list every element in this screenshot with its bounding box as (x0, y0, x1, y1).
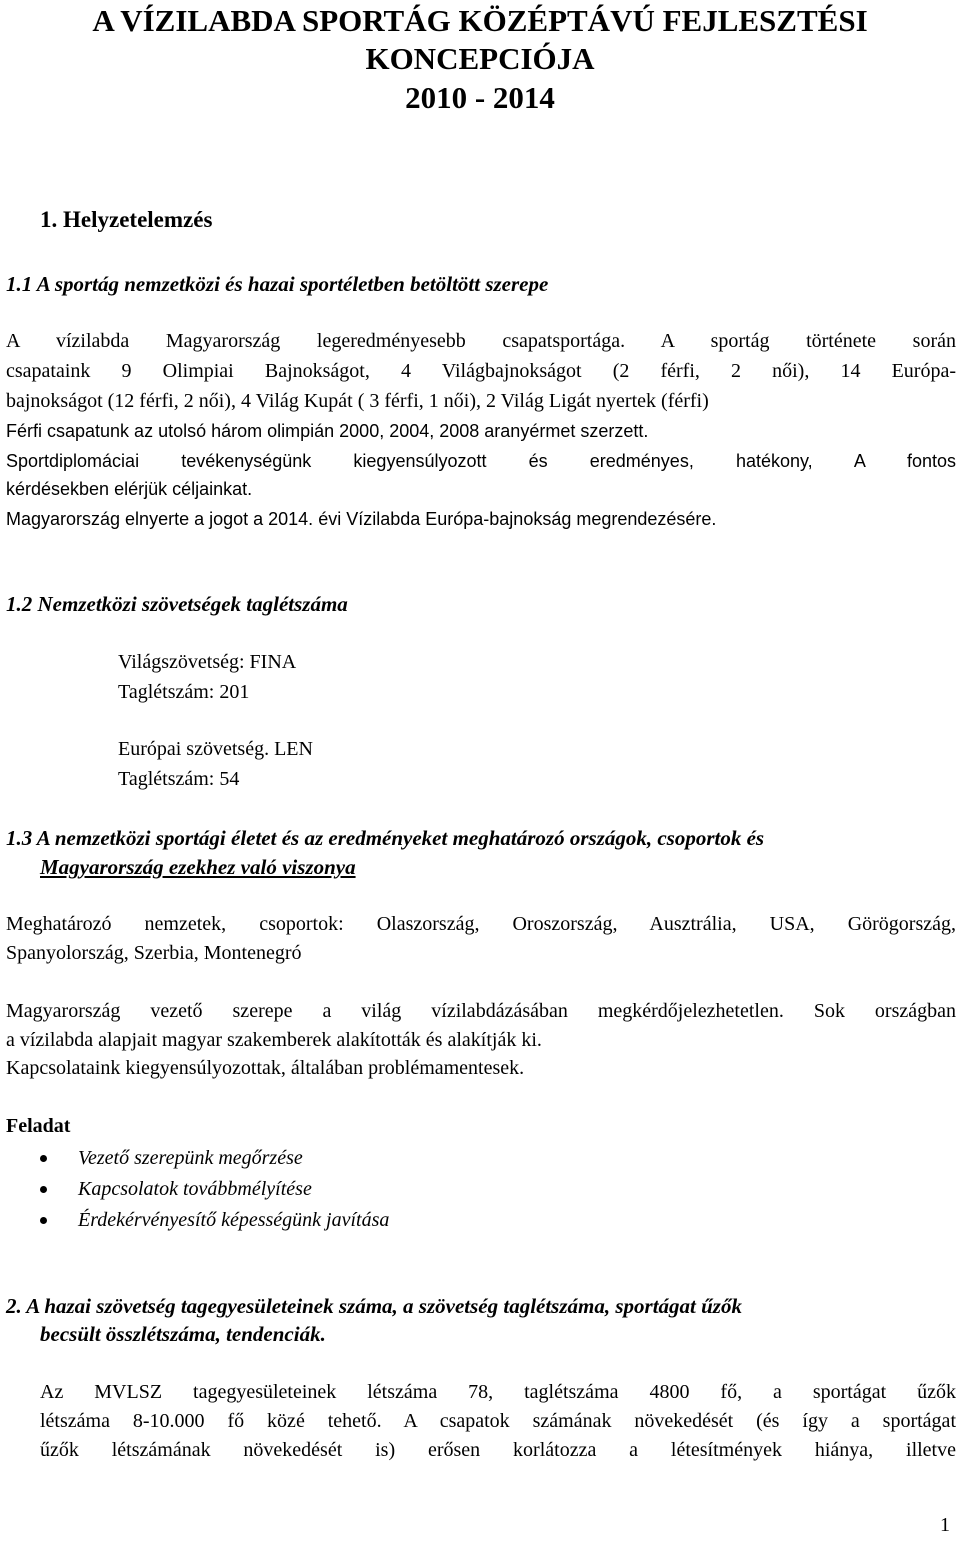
document-title-line-2: KONCEPCIÓJA (365, 41, 595, 76)
section-1-1-line-7: Magyarország elnyerte a jogot a 2014. évi Vízilabda Európa-bajnokság megrendezésére. (6, 509, 717, 529)
document-title-line-1: A VÍZILABDA SPORTÁG KÖZÉPTÁVÚ FEJLESZTÉSI (92, 3, 868, 38)
task-label: Feladat (6, 1115, 71, 1137)
role-line-3: Kapcsolataink kiegyensúlyozottak, általában problémamentesek. (6, 1057, 525, 1079)
section-1-1-line-6: kérdésekben elérjük céljainkat. (6, 479, 253, 499)
section-1-3-heading-line-2: Magyarország ezekhez való viszonya (40, 855, 356, 879)
nations-line-2: Spanyolország, Szerbia, Montenegró (6, 942, 302, 964)
task-item-2: Kapcsolatok továbbmélyítése (78, 1178, 312, 1200)
role-line-2: a vízilabda alapjait magyar szakemberek alakították és alakítják ki. (6, 1029, 542, 1051)
world-federation-members: Taglétszám: 201 (118, 681, 250, 703)
section-1-1-line-4: Férfi csapatunk az utolsó három olimpián 2000, 2004, 2008 aranyérmet szerzett. (6, 421, 649, 441)
section-1-1-line-3: bajnokságot (12 férfi, 2 női), 4 Világ Kupát ( 3 férfi, 1 női), 2 Világ Ligát nyertek (férfi) (6, 390, 709, 412)
section-1-heading: 1. Helyzetelemzés (40, 207, 213, 232)
section-2-line-3: űzők létszámának növekedését is) erősen korlátozza a létesítmények hiánya, illetve (40, 1439, 956, 1461)
world-federation: Világszövetség: FINA (118, 651, 297, 673)
section-1-1-line-1: A vízilabda Magyarország legeredményesebb csapatsportága. A sportág története során (6, 330, 956, 352)
section-1-3-heading-line-1: 1.3 A nemzetközi sportági életet és az eredményeket meghatározó országok, csoportok és (6, 826, 765, 850)
document-title-line-3: 2010 - 2014 (405, 80, 555, 115)
section-2-line-2: létszáma 8-10.000 fő közé tehető. A csapatok számának növekedését (és így a sportágat (40, 1410, 956, 1432)
task-item-3: Érdekérvényesítő képességünk javítása (78, 1209, 390, 1231)
bullet-icon (40, 1155, 47, 1162)
section-2-heading-line-2: becsült összlétszáma, tendenciák. (40, 1322, 326, 1346)
section-1-1-heading: 1.1 A sportág nemzetközi és hazai sportéletben betöltött szerepe (6, 272, 549, 296)
bullet-icon (40, 1217, 47, 1224)
european-federation: Európai szövetség. LEN (118, 738, 313, 760)
section-1-1-line-2: csapataink 9 Olimpiai Bajnokságot, 4 Világbajnokságot (2 férfi, 2 női), 14 Európa- (6, 360, 956, 382)
role-line-1: Magyarország vezető szerepe a világ vízilabdázásában megkérdőjelezhetetlen. Sok országban (6, 1000, 956, 1022)
task-item-1: Vezető szerepünk megőrzése (78, 1147, 303, 1169)
bullet-icon (40, 1186, 47, 1193)
section-2-heading-line-1: 2. A hazai szövetség tagegyesületeinek száma, a szövetség taglétszáma, sportágat űzők (6, 1294, 742, 1318)
european-federation-members: Taglétszám: 54 (118, 768, 240, 790)
section-1-1-line-5: Sportdiplomáciai tevékenységünk kiegyensúlyozott és eredményes, hatékony, A fontos (6, 451, 956, 471)
page-number: 1 (940, 1514, 950, 1536)
nations-line-1: Meghatározó nemzetek, csoportok: Olaszország, Oroszország, Ausztrália, USA, Görögország, (6, 913, 956, 935)
section-1-2-heading: 1.2 Nemzetközi szövetségek taglétszáma (6, 592, 348, 616)
section-2-line-1: Az MVLSZ tagegyesületeinek létszáma 78, taglétszáma 4800 fő, a sportágat űzők (40, 1381, 956, 1403)
